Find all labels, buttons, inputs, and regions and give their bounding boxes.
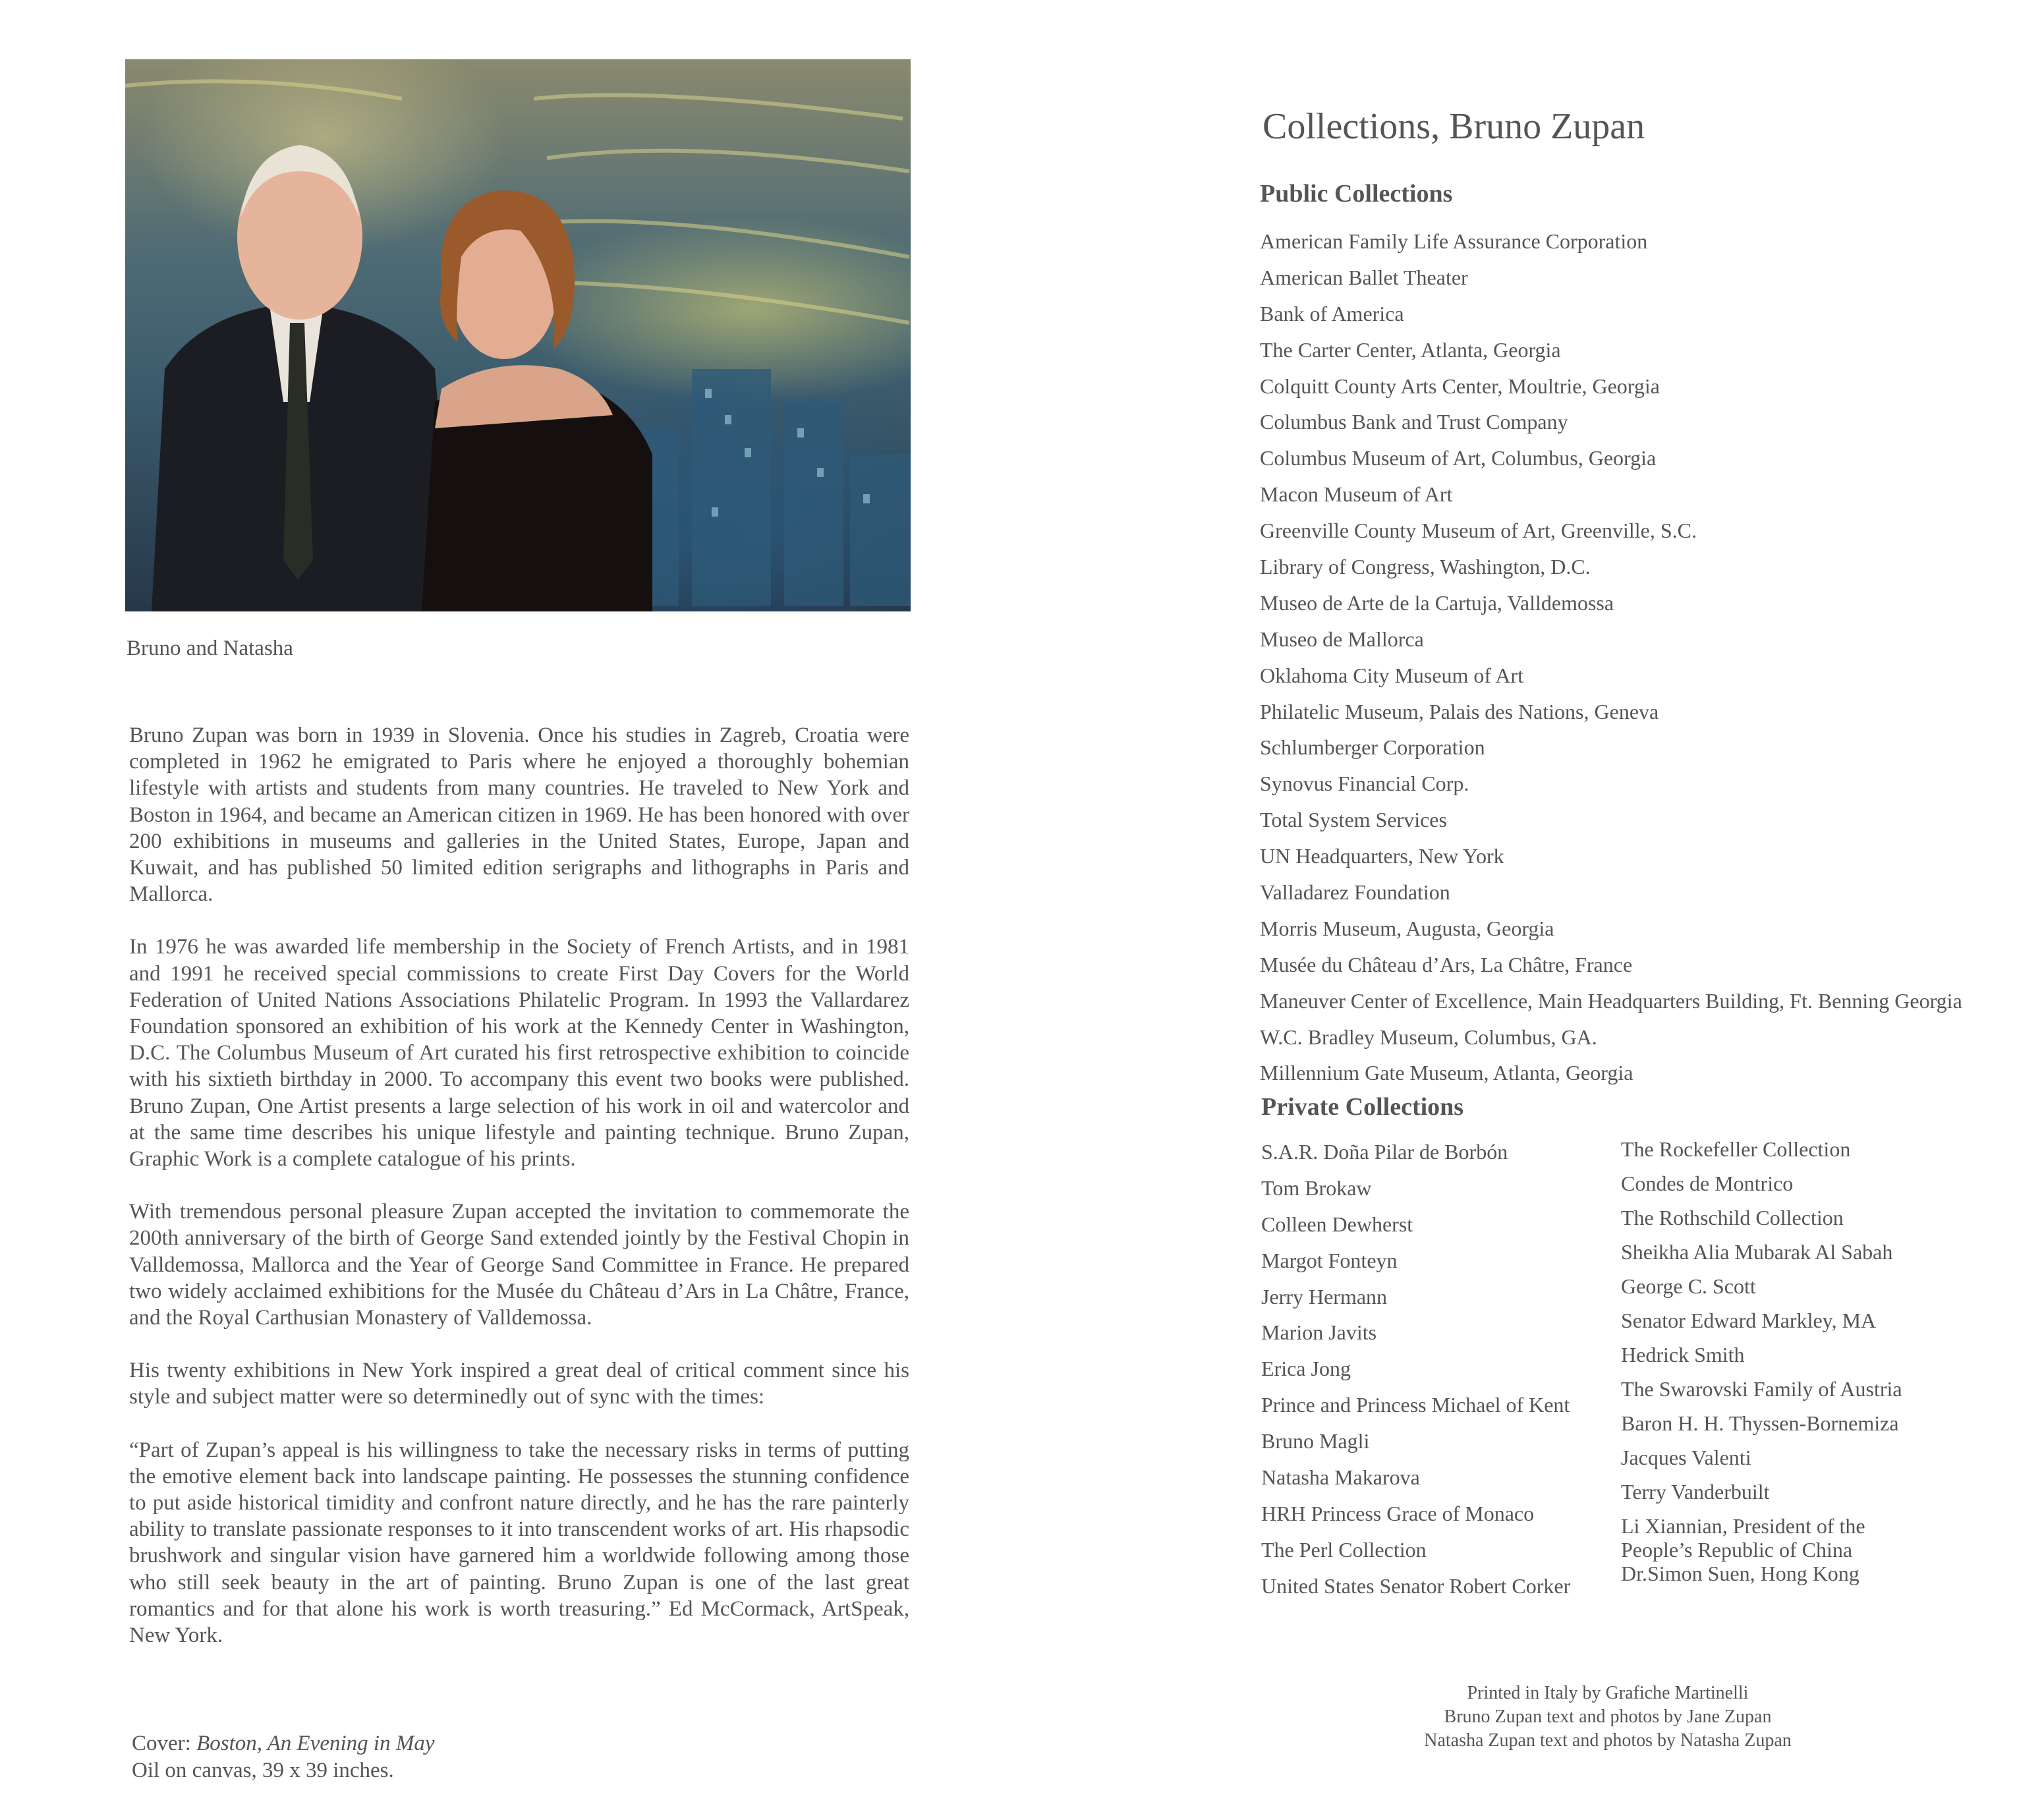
biography bbox=[129, 722, 909, 1675]
private-collection-item: HRH Princess Grace of Monaco bbox=[1261, 1501, 1535, 1525]
private-collection-item: Condes de Montrico bbox=[1621, 1171, 1794, 1195]
printing-credits bbox=[1344, 1681, 1871, 1753]
private-collections-heading: Private Collections bbox=[1261, 1093, 1464, 1121]
private-collection-item: Colleen Dewherst bbox=[1261, 1212, 1413, 1236]
private-collection-item: The Perl Collection bbox=[1261, 1537, 1427, 1562]
private-collection-item: Erica Jong bbox=[1261, 1357, 1351, 1381]
private-collection-item: The Rockefeller Collection bbox=[1621, 1137, 1851, 1161]
public-collection-item: Bank of America bbox=[1260, 301, 1404, 325]
public-collection-item: American Family Life Assurance Corporation bbox=[1260, 229, 1648, 253]
public-collection-item: Philatelic Museum, Palais des Nations, Geneva bbox=[1260, 699, 1659, 723]
private-collection-item: Bruno Magli bbox=[1261, 1429, 1370, 1453]
public-collections-list bbox=[1260, 227, 1962, 1094]
private-collection-item: Hedrick Smith bbox=[1621, 1343, 1745, 1367]
private-collection-item: Dr.Simon Suen, Hong Kong bbox=[1621, 1562, 1859, 1585]
public-collection-item: Macon Museum of Art bbox=[1260, 482, 1453, 507]
cover-medium: Oil on canvas, 39 x 39 inches. bbox=[132, 1759, 394, 1782]
private-collection-item: S.A.R. Doña Pilar de Borbón bbox=[1261, 1140, 1508, 1164]
private-collection-item: Senator Edward Markley, MA bbox=[1621, 1309, 1877, 1332]
public-collection-item: Museo de Arte de la Cartuja, Valldemossa bbox=[1260, 590, 1614, 615]
private-collections-right bbox=[1621, 1137, 1931, 1596]
bio-paragraph: His twenty exhibitions in New York inspired a great deal of critical comment since his style and subject matter were so determinedly out of sync with the times: bbox=[129, 1359, 909, 1409]
private-collection-item: Li Xiannian, President of the People’s Republic of China bbox=[1621, 1514, 1865, 1562]
private-collection-item: Jacques Valenti bbox=[1621, 1446, 1751, 1469]
public-collections-heading: Public Collections bbox=[1260, 180, 1453, 208]
public-collection-item: Morris Museum, Augusta, Georgia bbox=[1260, 916, 1554, 940]
private-collection-item: Terry Vanderbuilt bbox=[1621, 1480, 1770, 1504]
public-collection-item: Millennium Gate Museum, Atlanta, Georgia bbox=[1260, 1061, 1633, 1085]
bruno-natasha-photo bbox=[125, 59, 911, 611]
public-collection-item: The Carter Center, Atlanta, Georgia bbox=[1260, 337, 1561, 362]
public-collection-item: Total System Services bbox=[1260, 808, 1447, 832]
private-collection-item: George C. Scott bbox=[1621, 1274, 1756, 1298]
public-collection-item: American Ballet Theater bbox=[1260, 265, 1468, 289]
private-collection-item: Tom Brokaw bbox=[1261, 1175, 1372, 1200]
photo-image-icon bbox=[125, 59, 911, 611]
printing-credit-line: Natasha Zupan text and photos by Natasha Zupan bbox=[1424, 1730, 1792, 1751]
public-collection-item: Colquitt County Arts Center, Moultrie, Georgia bbox=[1260, 374, 1660, 398]
page-title: Collections, Bruno Zupan bbox=[1263, 106, 1645, 147]
public-collection-item: Oklahoma City Museum of Art bbox=[1260, 663, 1523, 687]
cover-label: Cover: bbox=[132, 1732, 197, 1755]
bio-paragraph: With tremendous personal pleasure Zupan accepted the invitation to commemorate the 200th anniversary of the birth of George Sand extended jointly by the Festival Chopin in Valldemossa, Mallorca and the Year of George Sand Committee in France. He prepared two widely acclaimed exhibitions for the Musée du Château d’Ars in La Châtre, France, and the Royal Carthusian Monastery of Valldemossa. bbox=[129, 1200, 909, 1330]
bio-paragraph: Bruno Zupan was born in 1939 in Slovenia. Once his studies in Zagreb, Croatia were completed in 1962 he emigrated to Paris where he enjoyed a thoroughly bohemian lifestyle with artists and students from many countries. He traveled to New York and Boston in 1964, and became an American citizen in 1969. He has been honored with over 200 exhibitions in museums and galleries in the United States, Europe, Japan and Kuwait, and has published 50 limited edition serigraphs and lithographs in Paris and Mallorca. bbox=[129, 723, 909, 907]
public-collection-item: Musée du Château d’Ars, La Châtre, France bbox=[1260, 952, 1633, 976]
bio-quote: “Part of Zupan’s appeal is his willingness to take the necessary risks in terms of putting the emotive element back into landscape painting. He possesses the stunning confidence to put aside historical timidity and confront nature directly, and he has the rare painterly ability to translate passionate responses to it into transcendent works of art. His rhapsodic brushwork and singular vision have garnered him a worldwide following among those who still seek beauty in the art of painting. Bruno Zupan is one of the last great romantics and for that alone his work is worth treasuring.” Ed McCormack, ArtSpeak, New York. bbox=[129, 1438, 909, 1648]
private-collection-item: Marion Javits bbox=[1261, 1320, 1377, 1345]
private-collection-item: United States Senator Robert Corker bbox=[1261, 1573, 1571, 1598]
private-collections-left bbox=[1261, 1137, 1570, 1608]
public-collection-item: Greenville County Museum of Art, Greenville, S.C. bbox=[1260, 519, 1697, 543]
public-collection-item: Library of Congress, Washington, D.C. bbox=[1260, 555, 1591, 579]
private-collection-item: The Rothschild Collection bbox=[1621, 1206, 1844, 1229]
photo-caption: Bruno and Natasha bbox=[127, 636, 293, 660]
private-collection-item: Margot Fonteyn bbox=[1261, 1248, 1398, 1272]
cover-title: Boston, An Evening in May bbox=[196, 1732, 435, 1755]
public-collection-item: Synovus Financial Corp. bbox=[1260, 772, 1469, 796]
public-collection-item: Maneuver Center of Excellence, Main Headquarters Building, Ft. Benning Georgia bbox=[1260, 988, 1962, 1013]
printing-credit-line: Printed in Italy by Grafiche Martinelli bbox=[1467, 1683, 1749, 1703]
private-collection-item: Baron H. H. Thyssen-Bornemiza bbox=[1621, 1411, 1899, 1435]
public-collection-item: Museo de Mallorca bbox=[1260, 627, 1424, 651]
public-collection-item: Schlumberger Corporation bbox=[1260, 735, 1485, 760]
public-collection-item: W.C. Bradley Museum, Columbus, GA. bbox=[1260, 1025, 1597, 1049]
private-collection-item: The Swarovski Family of Austria bbox=[1621, 1377, 1902, 1401]
private-collection-item: Sheikha Alia Mubarak Al Sabah bbox=[1621, 1240, 1893, 1264]
private-collection-item: Natasha Makarova bbox=[1261, 1465, 1420, 1490]
public-collection-item: UN Headquarters, New York bbox=[1260, 844, 1504, 868]
private-collection-item: Jerry Hermann bbox=[1261, 1284, 1388, 1309]
cover-credit bbox=[132, 1730, 434, 1784]
public-collection-item: Valladarez Foundation bbox=[1260, 880, 1450, 905]
private-collection-item: Prince and Princess Michael of Kent bbox=[1261, 1393, 1570, 1417]
bio-paragraph: In 1976 he was awarded life membership in the Society of French Artists, and in 1981 and 1991 he received special commissions to create First Day Covers for the World Federation of United Nations Associations Philatelic Program. In 1993 the Vallardarez Foundation sponsored an exhibition of his work at the Kennedy Center in Washington, D.C. The Columbus Museum of Art curated his first retrospective exhibition to coincide with his sixtieth birthday in 2000. To accompany this event two books were published. Bruno Zupan, One Artist presents a large selection of his work in oil and watercolor and at the same time describes his unique lifestyle and painting technique. Bruno Zupan, Graphic Work is a complete catalogue of his prints. bbox=[129, 935, 909, 1171]
public-collection-item: Columbus Bank and Trust Company bbox=[1260, 410, 1568, 434]
public-collection-item: Columbus Museum of Art, Columbus, Georgia bbox=[1260, 446, 1657, 470]
printing-credit-line: Bruno Zupan text and photos by Jane Zupan bbox=[1444, 1707, 1772, 1727]
